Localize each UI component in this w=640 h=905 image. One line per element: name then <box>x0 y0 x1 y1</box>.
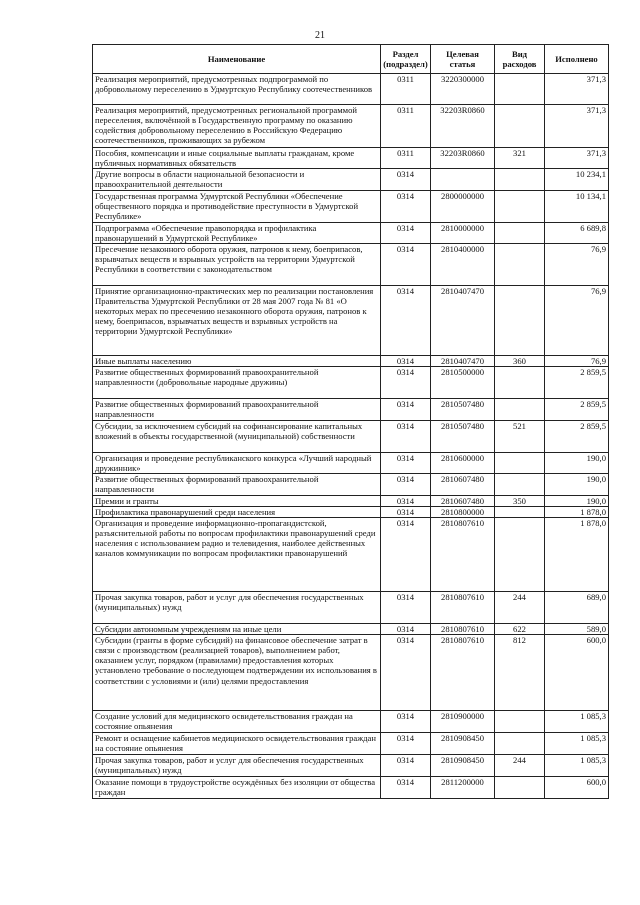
row-name-cell: Субсидии (гранты в форме субсидий) на финансовое обеспечение затрат в связи с производством (реализацией товаров), выполнением работ, оказанием услуг, порядком (правилами) предоставления которых установлено требование о последующем подтверждении их использования в соответствии с условиями и (или) целями предоставления <box>93 634 381 710</box>
row-expense-type-cell <box>495 732 545 754</box>
row-name-cell: Организация и проведение республиканского конкурса «Лучший народный дружинник» <box>93 452 381 473</box>
row-section-cell: 0314 <box>381 474 431 495</box>
row-name-cell: Профилактика правонарушений среди населения <box>93 506 381 517</box>
row-section-cell: 0314 <box>381 355 431 366</box>
row-target-cell: 2810507480 <box>431 398 495 420</box>
header-section: Раздел (подраздел) <box>381 45 431 74</box>
row-name-cell: Пособия, компенсации и иные социальные выплаты гражданам, кроме публичных нормативных обязательств <box>93 148 381 169</box>
header-expense-type: Вид расходов <box>495 45 545 74</box>
row-name-cell: Премии и гранты <box>93 495 381 506</box>
row-name-cell: Ремонт и оснащение кабинетов медицинского освидетельствования граждан на состояние опьянения <box>93 732 381 754</box>
row-target-cell <box>431 169 495 190</box>
header-target: Целевая статья <box>431 45 495 74</box>
row-executed-cell: 600,0 <box>545 776 609 798</box>
row-section-cell: 0314 <box>381 517 431 591</box>
row-name-cell: Развитие общественных формирований правоохранительной направленности <box>93 474 381 495</box>
row-executed-cell: 589,0 <box>545 623 609 634</box>
row-expense-type-cell <box>495 366 545 398</box>
row-target-cell: 3220300000 <box>431 74 495 105</box>
row-expense-type-cell: 360 <box>495 355 545 366</box>
row-executed-cell: 76,9 <box>545 355 609 366</box>
row-name-cell: Реализация мероприятий, предусмотренных подпрограммой по добровольному переселению в Удмуртскую Республику соотечественников <box>93 74 381 105</box>
row-name-cell: Прочая закупка товаров, работ и услуг для обеспечения государственных (муниципальных) нужд <box>93 754 381 776</box>
row-expense-type-cell: 622 <box>495 623 545 634</box>
table-row <box>93 355 609 366</box>
row-name-cell: Создание условий для медицинского освидетельствования граждан на состояние опьянения <box>93 710 381 732</box>
row-expense-type-cell: 321 <box>495 148 545 169</box>
row-executed-cell: 371,3 <box>545 105 609 148</box>
row-target-cell: 2810400000 <box>431 243 495 285</box>
row-target-cell: 2810600000 <box>431 452 495 473</box>
row-section-cell: 0314 <box>381 495 431 506</box>
row-section-cell: 0314 <box>381 634 431 710</box>
table-row <box>93 623 609 634</box>
row-executed-cell: 1 878,0 <box>545 517 609 591</box>
row-section-cell: 0314 <box>381 420 431 452</box>
row-target-cell: 2810607480 <box>431 474 495 495</box>
table-row <box>93 754 609 776</box>
table-row <box>93 776 609 798</box>
row-executed-cell: 1 085,3 <box>545 710 609 732</box>
row-section-cell: 0314 <box>381 452 431 473</box>
row-expense-type-cell <box>495 398 545 420</box>
row-name-cell: Субсидии, за исключением субсидий на софинансирование капитальных вложений в объекты государственной (муниципальной) собственности <box>93 420 381 452</box>
row-expense-type-cell: 812 <box>495 634 545 710</box>
table-row <box>93 105 609 148</box>
row-target-cell: 32203R0860 <box>431 105 495 148</box>
row-expense-type-cell: 350 <box>495 495 545 506</box>
row-name-cell: Развитие общественных формирований правоохранительной направленности <box>93 398 381 420</box>
row-expense-type-cell <box>495 474 545 495</box>
row-name-cell: Реализация мероприятий, предусмотренных региональной программой переселения, включённой в Государственную программу по оказанию содействия добровольному переселению в Российскую Федерацию соотечественников, проживающих за рубежом <box>93 105 381 148</box>
row-executed-cell: 371,3 <box>545 148 609 169</box>
table-header-row <box>93 45 609 74</box>
row-executed-cell: 1 878,0 <box>545 506 609 517</box>
row-target-cell: 2810807610 <box>431 623 495 634</box>
table-row <box>93 169 609 190</box>
row-expense-type-cell <box>495 74 545 105</box>
row-expense-type-cell <box>495 452 545 473</box>
row-name-cell: Принятие организационно-практических мер по реализации постановления Правительства Удмуртской Республики от 28 мая 2007 года № 81 «О некоторых мерах по пресечению незаконного оборота оружия, патронов к нему, боеприпасов, взрывчатых веществ и взрывных устройств на территории Удмуртской Республики» <box>93 285 381 355</box>
row-expense-type-cell <box>495 190 545 222</box>
row-expense-type-cell <box>495 243 545 285</box>
row-target-cell: 2810807610 <box>431 634 495 710</box>
table-row <box>93 148 609 169</box>
row-name-cell: Развитие общественных формирований правоохранительной направленности (добровольные народные дружины) <box>93 366 381 398</box>
row-section-cell: 0314 <box>381 366 431 398</box>
row-target-cell: 2810607480 <box>431 495 495 506</box>
row-target-cell: 2810407470 <box>431 285 495 355</box>
row-executed-cell: 190,0 <box>545 474 609 495</box>
row-target-cell: 2810908450 <box>431 732 495 754</box>
row-expense-type-cell: 244 <box>495 591 545 623</box>
page-number: 21 <box>315 30 325 41</box>
table-row <box>93 74 609 105</box>
row-target-cell: 2810900000 <box>431 710 495 732</box>
row-expense-type-cell: 244 <box>495 754 545 776</box>
row-target-cell: 2810000000 <box>431 222 495 243</box>
row-expense-type-cell <box>495 506 545 517</box>
row-section-cell: 0311 <box>381 148 431 169</box>
row-target-cell: 2811200000 <box>431 776 495 798</box>
row-expense-type-cell <box>495 105 545 148</box>
table-row <box>93 732 609 754</box>
row-section-cell: 0314 <box>381 754 431 776</box>
row-name-cell: Другие вопросы в области национальной безопасности и правоохранительной деятельности <box>93 169 381 190</box>
row-section-cell: 0314 <box>381 591 431 623</box>
row-section-cell: 0314 <box>381 243 431 285</box>
row-name-cell: Прочая закупка товаров, работ и услуг для обеспечения государственных (муниципальных) нужд <box>93 591 381 623</box>
table-body <box>93 74 609 799</box>
row-target-cell: 2810807610 <box>431 591 495 623</box>
table-row <box>93 190 609 222</box>
row-expense-type-cell <box>495 222 545 243</box>
table-row <box>93 366 609 398</box>
table-row <box>93 506 609 517</box>
row-target-cell: 2810500000 <box>431 366 495 398</box>
row-target-cell: 2800000000 <box>431 190 495 222</box>
row-target-cell: 2810908450 <box>431 754 495 776</box>
budget-table <box>92 44 609 799</box>
table-row <box>93 710 609 732</box>
row-executed-cell: 10 134,1 <box>545 190 609 222</box>
row-executed-cell: 600,0 <box>545 634 609 710</box>
row-expense-type-cell <box>495 285 545 355</box>
table-row <box>93 452 609 473</box>
table-row <box>93 285 609 355</box>
row-name-cell: Государственная программа Удмуртской Республики «Обеспечение общественного порядка и противодействие преступности в Удмуртской Республике» <box>93 190 381 222</box>
row-executed-cell: 689,0 <box>545 591 609 623</box>
row-executed-cell: 76,9 <box>545 243 609 285</box>
row-expense-type-cell <box>495 710 545 732</box>
table-row <box>93 634 609 710</box>
row-executed-cell: 1 085,3 <box>545 732 609 754</box>
row-name-cell: Пресечение незаконного оборота оружия, патронов к нему, боеприпасов, взрывчатых веществ и взрывных устройств на территории Удмуртской Республики в соответствии с законодательством <box>93 243 381 285</box>
row-section-cell: 0314 <box>381 623 431 634</box>
row-executed-cell: 190,0 <box>545 452 609 473</box>
table-row <box>93 474 609 495</box>
row-section-cell: 0314 <box>381 506 431 517</box>
row-executed-cell: 6 689,8 <box>545 222 609 243</box>
row-target-cell: 2810800000 <box>431 506 495 517</box>
row-name-cell: Подпрограмма «Обеспечение правопорядка и профилактика правонарушений в Удмуртской Республике» <box>93 222 381 243</box>
row-section-cell: 0311 <box>381 74 431 105</box>
row-section-cell: 0314 <box>381 169 431 190</box>
table-row <box>93 420 609 452</box>
row-name-cell: Оказание помощи в трудоустройстве осуждённых без изоляции от общества граждан <box>93 776 381 798</box>
table-row <box>93 398 609 420</box>
table-row <box>93 243 609 285</box>
row-section-cell: 0311 <box>381 105 431 148</box>
row-target-cell: 2810407470 <box>431 355 495 366</box>
row-section-cell: 0314 <box>381 398 431 420</box>
table-row <box>93 495 609 506</box>
table-row <box>93 517 609 591</box>
row-executed-cell: 76,9 <box>545 285 609 355</box>
row-executed-cell: 2 859,5 <box>545 398 609 420</box>
row-name-cell: Организация и проведение информационно-пропагандистской, разъяснительной работы по вопросам профилактики правонарушений среди населения с использованием радио и телевидения, наиболее действенных каналов коммуникации по вопросам профилактики правонарушений <box>93 517 381 591</box>
table-row <box>93 222 609 243</box>
row-executed-cell: 190,0 <box>545 495 609 506</box>
row-target-cell: 2810507480 <box>431 420 495 452</box>
row-section-cell: 0314 <box>381 776 431 798</box>
row-expense-type-cell: 521 <box>495 420 545 452</box>
row-executed-cell: 10 234,1 <box>545 169 609 190</box>
row-name-cell: Иные выплаты населению <box>93 355 381 366</box>
row-executed-cell: 2 859,5 <box>545 420 609 452</box>
row-executed-cell: 2 859,5 <box>545 366 609 398</box>
row-expense-type-cell <box>495 776 545 798</box>
row-expense-type-cell <box>495 517 545 591</box>
row-executed-cell: 1 085,3 <box>545 754 609 776</box>
row-executed-cell: 371,3 <box>545 74 609 105</box>
row-target-cell: 2810807610 <box>431 517 495 591</box>
row-name-cell: Субсидии автономным учреждениям на иные цели <box>93 623 381 634</box>
header-name: Наименование <box>93 45 381 74</box>
header-executed: Исполнено <box>545 45 609 74</box>
row-section-cell: 0314 <box>381 190 431 222</box>
row-expense-type-cell <box>495 169 545 190</box>
row-section-cell: 0314 <box>381 222 431 243</box>
row-section-cell: 0314 <box>381 732 431 754</box>
row-section-cell: 0314 <box>381 285 431 355</box>
row-section-cell: 0314 <box>381 710 431 732</box>
row-target-cell: 32203R0860 <box>431 148 495 169</box>
table-row <box>93 591 609 623</box>
